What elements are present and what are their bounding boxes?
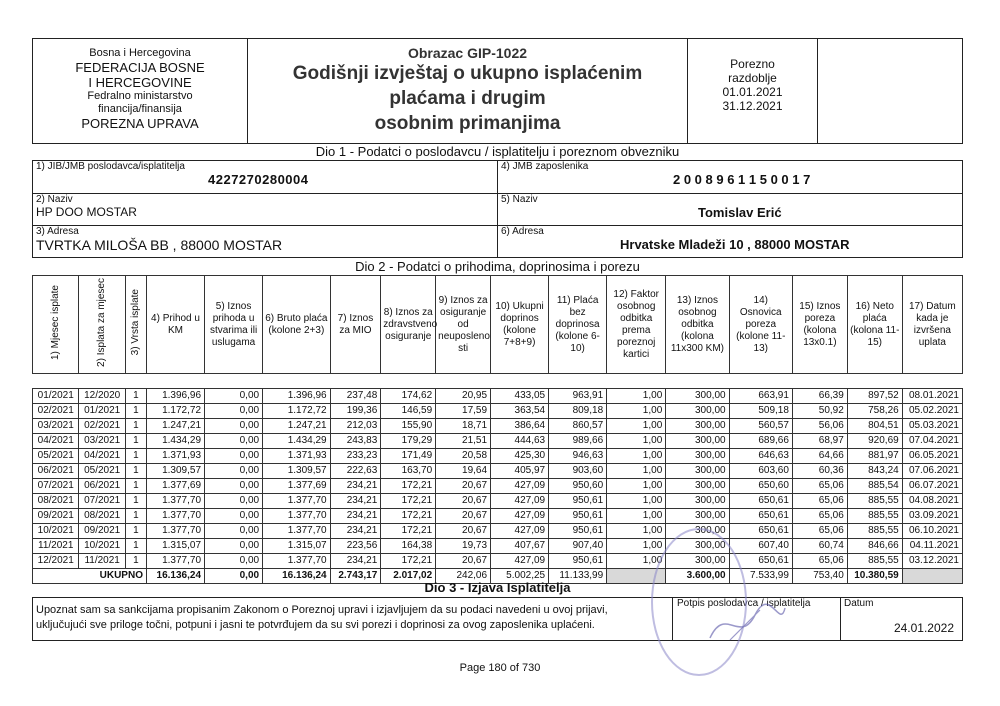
total-cell: 5.002,25	[491, 569, 549, 584]
table-row	[33, 479, 963, 494]
table-cell: 04.11.2021	[902, 539, 962, 554]
column-header: 3) Vrsta isplate	[125, 276, 146, 374]
table-cell: 650,61	[729, 554, 792, 569]
table-cell: 1.377,69	[263, 479, 331, 494]
table-cell: 68,97	[792, 434, 847, 449]
table-row	[33, 494, 963, 509]
table-cell: 199,36	[330, 404, 381, 419]
address-value: TVRTKA MILOŠA BB , 88000 MOSTAR	[36, 237, 283, 253]
table-cell: 12/2021	[33, 554, 79, 569]
table-cell: 10/2021	[33, 524, 79, 539]
table-cell: 300,00	[666, 464, 729, 479]
jib-value: 4227270280004	[208, 172, 309, 187]
column-header: 4) Prihod u KM	[146, 276, 204, 374]
table-cell: 04/2021	[33, 434, 79, 449]
column-header: 1) Mjesec isplate	[33, 276, 79, 374]
table-cell: 903,60	[549, 464, 607, 479]
table-cell: 0,00	[205, 494, 263, 509]
table-row	[33, 434, 963, 449]
authority-line: financija/finansija	[98, 103, 182, 115]
table-cell: 885,55	[847, 554, 902, 569]
table-cell: 03/2021	[79, 434, 125, 449]
table-cell: 907,40	[549, 539, 607, 554]
table-cell: 1,00	[607, 434, 666, 449]
table-header-row	[33, 276, 963, 374]
table-cell: 860,57	[549, 419, 607, 434]
table-row	[33, 404, 963, 419]
part1-title: Dio 1 - Podatci o poslodavcu / isplatitelju i poreznom obvezniku	[315, 144, 680, 159]
table-cell: 11/2021	[79, 554, 125, 569]
table-cell: 300,00	[666, 494, 729, 509]
table-cell: 222,63	[330, 464, 381, 479]
form-code: Obrazac GIP-1022	[407, 45, 528, 61]
total-cell: 7.533,99	[729, 569, 792, 584]
table-cell: 1,00	[607, 449, 666, 464]
table-cell: 1.309,57	[146, 464, 204, 479]
authority-line: Fedralno ministarstvo	[87, 90, 193, 102]
totals-label: UKUPNO	[33, 569, 147, 584]
table-row	[33, 389, 963, 404]
table-cell: 65,06	[792, 494, 847, 509]
table-cell: 897,52	[847, 389, 902, 404]
table-cell: 950,60	[549, 479, 607, 494]
table-cell: 963,91	[549, 389, 607, 404]
table-cell: 1.377,70	[263, 494, 331, 509]
table-cell: 1	[125, 404, 146, 419]
table-cell: 1.377,70	[263, 509, 331, 524]
table-cell: 155,90	[381, 419, 436, 434]
table-cell: 03/2021	[33, 419, 79, 434]
table-cell: 300,00	[666, 404, 729, 419]
table-cell: 172,21	[381, 494, 436, 509]
table-cell: 164,38	[381, 539, 436, 554]
table-cell: 1,00	[607, 404, 666, 419]
table-cell: 1	[125, 464, 146, 479]
table-cell: 09/2021	[79, 524, 125, 539]
period-label: razdoblje	[728, 71, 777, 85]
table-cell: 804,51	[847, 419, 902, 434]
table-cell: 60,74	[792, 539, 847, 554]
table-row	[33, 554, 963, 569]
table-cell: 607,40	[729, 539, 792, 554]
table-cell: 65,06	[792, 479, 847, 494]
total-cell: 242,06	[436, 569, 491, 584]
table-cell: 20,67	[436, 554, 491, 569]
table-cell: 300,00	[666, 389, 729, 404]
table-cell: 172,21	[381, 524, 436, 539]
table-cell: 427,09	[491, 554, 549, 569]
table-cell: 1.377,70	[146, 509, 204, 524]
table-row	[33, 509, 963, 524]
table-cell: 234,21	[330, 509, 381, 524]
table-cell: 05.02.2021	[902, 404, 962, 419]
table-cell: 172,21	[381, 509, 436, 524]
column-header: 13) Iznos osobnog odbitka (kolona 11x300 KM)	[666, 276, 729, 374]
table-cell: 1.396,96	[146, 389, 204, 404]
column-header: 6) Bruto plaća (kolone 2+3)	[263, 276, 331, 374]
table-cell: 65,06	[792, 509, 847, 524]
signature-mark	[700, 600, 790, 650]
table-cell: 1	[125, 449, 146, 464]
column-header: 10) Ukupni doprinos (kolone 7+8+9)	[491, 276, 549, 374]
table-cell: 885,55	[847, 524, 902, 539]
form-title-block	[248, 39, 688, 143]
table-cell: 56,06	[792, 419, 847, 434]
empty-box	[818, 39, 962, 143]
authority-line: Bosna i Hercegovina	[89, 47, 191, 59]
table-cell: 243,83	[330, 434, 381, 449]
total-cell: 3.600,00	[666, 569, 729, 584]
table-cell: 650,61	[729, 524, 792, 539]
income-table	[32, 275, 963, 584]
table-cell: 427,09	[491, 509, 549, 524]
table-cell: 1	[125, 419, 146, 434]
total-cell: 753,40	[792, 569, 847, 584]
table-cell: 06.05.2021	[902, 449, 962, 464]
table-cell: 1	[125, 509, 146, 524]
table-cell: 1.371,93	[263, 449, 331, 464]
authority-line: I HERCEGOVINE	[88, 75, 192, 90]
table-cell: 05/2021	[33, 449, 79, 464]
table-cell: 20,67	[436, 509, 491, 524]
table-cell: 300,00	[666, 434, 729, 449]
column-header: 5) Iznos prihoda u stvarima ili uslugama	[205, 276, 263, 374]
table-cell: 11/2021	[33, 539, 79, 554]
table-cell: 663,91	[729, 389, 792, 404]
table-cell: 234,21	[330, 479, 381, 494]
table-cell: 234,21	[330, 554, 381, 569]
table-cell: 1.371,93	[146, 449, 204, 464]
table-cell: 0,00	[205, 389, 263, 404]
column-header: 15) Iznos poreza (kolona 13x0.1)	[792, 276, 847, 374]
table-row	[33, 524, 963, 539]
table-cell: 66,39	[792, 389, 847, 404]
table-cell: 09/2021	[33, 509, 79, 524]
table-cell: 0,00	[205, 479, 263, 494]
table-cell: 01/2021	[79, 404, 125, 419]
table-cell: 1.315,07	[146, 539, 204, 554]
total-cell: 10.380,59	[847, 569, 902, 584]
table-cell: 509,18	[729, 404, 792, 419]
table-cell: 920,69	[847, 434, 902, 449]
employee-name-label: 5) Naziv	[501, 194, 538, 205]
table-cell: 179,29	[381, 434, 436, 449]
table-cell: 1,00	[607, 494, 666, 509]
table-cell: 07.04.2021	[902, 434, 962, 449]
column-header: 17) Datum kada je izvršena uplata	[902, 276, 962, 374]
table-cell: 1	[125, 479, 146, 494]
part3-box	[32, 597, 963, 641]
table-cell: 689,66	[729, 434, 792, 449]
table-cell: 07.06.2021	[902, 464, 962, 479]
table-cell: 17,59	[436, 404, 491, 419]
table-cell: 1.434,29	[146, 434, 204, 449]
table-cell: 02/2021	[33, 404, 79, 419]
employee-address-value: Hrvatske Mladeži 10 , 88000 MOSTAR	[620, 237, 850, 252]
table-cell: 386,64	[491, 419, 549, 434]
jib-label: 1) JIB/JMB poslodavca/isplatitelja	[36, 161, 185, 172]
part1-box	[32, 160, 963, 258]
table-cell: 427,09	[491, 479, 549, 494]
total-cell: 2.017,02	[381, 569, 436, 584]
column-header: 11) Plaća bez doprinosa (kolone 6-10)	[549, 276, 607, 374]
table-cell: 64,66	[792, 449, 847, 464]
table-cell: 146,59	[381, 404, 436, 419]
authority-line: POREZNA UPRAVA	[81, 116, 199, 131]
table-cell: 1.309,57	[263, 464, 331, 479]
table-cell: 1.434,29	[263, 434, 331, 449]
table-cell: 1	[125, 554, 146, 569]
table-cell: 444,63	[491, 434, 549, 449]
statement-text: uključujući sve priloge točni, potpuni i jasni te potvrđujem da su svi porezi i doprinosi za ovog zaposlenika uplaćeni.	[36, 619, 595, 631]
table-cell: 881,97	[847, 449, 902, 464]
table-cell: 20,67	[436, 524, 491, 539]
table-cell: 1.247,21	[263, 419, 331, 434]
table-cell: 950,61	[549, 494, 607, 509]
table-cell: 02/2021	[79, 419, 125, 434]
tax-period-block	[688, 39, 818, 143]
table-cell: 646,63	[729, 449, 792, 464]
table-cell: 1,00	[607, 554, 666, 569]
column-header: 12) Faktor osobnog odbitka prema poreznoj kartici	[607, 276, 666, 374]
table-cell: 03.09.2021	[902, 509, 962, 524]
form-header	[32, 38, 963, 144]
table-cell: 846,66	[847, 539, 902, 554]
table-cell: 1,00	[607, 479, 666, 494]
table-cell: 20,58	[436, 449, 491, 464]
table-cell: 300,00	[666, 449, 729, 464]
table-cell: 300,00	[666, 419, 729, 434]
table-cell: 0,00	[205, 509, 263, 524]
table-cell: 950,61	[549, 524, 607, 539]
table-cell: 172,21	[381, 554, 436, 569]
table-cell: 427,09	[491, 494, 549, 509]
table-cell: 12/2020	[79, 389, 125, 404]
table-cell: 300,00	[666, 539, 729, 554]
table-cell: 1	[125, 389, 146, 404]
table-cell: 223,56	[330, 539, 381, 554]
table-cell: 50,92	[792, 404, 847, 419]
table-cell: 06.07.2021	[902, 479, 962, 494]
table-cell: 06/2021	[33, 464, 79, 479]
table-cell: 1,00	[607, 419, 666, 434]
authority-block	[33, 39, 248, 143]
table-cell: 234,21	[330, 524, 381, 539]
table-cell: 1.172,72	[146, 404, 204, 419]
table-cell: 174,62	[381, 389, 436, 404]
table-cell: 1,00	[607, 539, 666, 554]
table-cell: 363,54	[491, 404, 549, 419]
table-cell: 843,24	[847, 464, 902, 479]
table-cell: 03.12.2021	[902, 554, 962, 569]
table-cell: 0,00	[205, 434, 263, 449]
table-cell: 212,03	[330, 419, 381, 434]
table-cell: 06.10.2021	[902, 524, 962, 539]
table-cell: 885,55	[847, 494, 902, 509]
column-header: 8) Iznos za zdravstveno osiguranje	[381, 276, 436, 374]
table-cell: 0,00	[205, 524, 263, 539]
table-row	[33, 539, 963, 554]
table-cell: 172,21	[381, 479, 436, 494]
table-cell: 0,00	[205, 449, 263, 464]
table-cell: 1.247,21	[146, 419, 204, 434]
table-cell: 433,05	[491, 389, 549, 404]
table-cell: 18,71	[436, 419, 491, 434]
table-cell: 405,97	[491, 464, 549, 479]
table-cell: 04/2021	[79, 449, 125, 464]
total-cell: 0,00	[205, 569, 263, 584]
form-title: osobnim primanjima	[374, 113, 561, 134]
table-cell: 60,36	[792, 464, 847, 479]
table-cell: 1.315,07	[263, 539, 331, 554]
table-cell: 1,00	[607, 509, 666, 524]
table-cell: 234,21	[330, 494, 381, 509]
employee-address-label: 6) Adresa	[501, 226, 544, 237]
table-cell: 1.377,70	[146, 554, 204, 569]
part3-title: Dio 3 - Izjava Isplatitelja	[424, 580, 571, 595]
table-cell: 1.377,69	[146, 479, 204, 494]
table-cell: 425,30	[491, 449, 549, 464]
total-cell: 2.743,17	[330, 569, 381, 584]
table-cell: 1.377,70	[146, 494, 204, 509]
table-cell: 1	[125, 494, 146, 509]
date-label: Datum	[844, 598, 874, 609]
period-to: 31.12.2021	[722, 99, 783, 113]
table-cell: 05.03.2021	[902, 419, 962, 434]
table-cell: 650,61	[729, 494, 792, 509]
jmb-label: 4) JMB zaposlenika	[501, 161, 589, 172]
table-cell: 950,61	[549, 509, 607, 524]
form-title: Godišnji izvještaj o ukupno isplaćenim	[292, 63, 643, 84]
table-cell: 950,61	[549, 554, 607, 569]
table-cell: 300,00	[666, 524, 729, 539]
statement-text: Upoznat sam sa sankcijama propisanim Zakonom o Poreznoj upravi i izjavljujem da su podaci navedeni u ovoj prijavi,	[36, 604, 608, 616]
table-cell: 1,00	[607, 524, 666, 539]
table-cell: 04.08.2021	[902, 494, 962, 509]
table-cell: 989,66	[549, 434, 607, 449]
address-label: 3) Adresa	[36, 226, 79, 237]
page-number: Page 180 of 730	[459, 662, 541, 674]
table-cell: 427,09	[491, 524, 549, 539]
table-cell: 1.377,70	[263, 554, 331, 569]
table-cell: 560,57	[729, 419, 792, 434]
table-cell: 237,48	[330, 389, 381, 404]
table-cell: 0,00	[205, 419, 263, 434]
table-cell: 08/2021	[33, 494, 79, 509]
table-row	[33, 464, 963, 479]
column-header: 9) Iznos za osiguranje od neuposleno sti	[436, 276, 491, 374]
form-title: plaćama i drugim	[389, 88, 546, 109]
table-cell: 1,00	[607, 389, 666, 404]
table-cell: 08.01.2021	[902, 389, 962, 404]
table-cell: 01/2021	[33, 389, 79, 404]
date-value: 24.01.2022	[893, 621, 954, 635]
table-cell: 233,23	[330, 449, 381, 464]
table-cell: 300,00	[666, 509, 729, 524]
table-row	[33, 449, 963, 464]
table-cell: 1,00	[607, 464, 666, 479]
table-cell: 809,18	[549, 404, 607, 419]
table-cell: 1	[125, 524, 146, 539]
table-row	[33, 419, 963, 434]
total-cell: 16.136,24	[263, 569, 331, 584]
period-from: 01.01.2021	[722, 85, 783, 99]
table-cell: 407,67	[491, 539, 549, 554]
table-cell: 07/2021	[33, 479, 79, 494]
table-cell: 300,00	[666, 554, 729, 569]
name-value: HP DOO MOSTAR	[36, 205, 137, 219]
part2-table-wrap	[32, 275, 963, 584]
table-cell: 19,64	[436, 464, 491, 479]
table-cell: 650,61	[729, 509, 792, 524]
table-cell: 0,00	[205, 539, 263, 554]
signature-label: Potpis poslodavca / isplatitelja	[677, 598, 811, 609]
table-cell: 1.377,70	[146, 524, 204, 539]
table-cell: 1.377,70	[263, 524, 331, 539]
table-cell: 21,51	[436, 434, 491, 449]
table-cell: 0,00	[205, 464, 263, 479]
table-cell: 05/2021	[79, 464, 125, 479]
table-cell: 20,67	[436, 494, 491, 509]
name-label: 2) Naziv	[36, 194, 73, 205]
table-cell: 1	[125, 434, 146, 449]
table-cell: 300,00	[666, 479, 729, 494]
part2-title: Dio 2 - Podatci o prihodima, doprinosima i porezu	[355, 259, 640, 274]
table-cell: 1.396,96	[263, 389, 331, 404]
column-header: 16) Neto plaća (kolona 11-15)	[847, 276, 902, 374]
table-cell: 10/2021	[79, 539, 125, 554]
total-cell: 16.136,24	[146, 569, 204, 584]
table-cell: 171,49	[381, 449, 436, 464]
table-cell: 758,26	[847, 404, 902, 419]
table-cell: 163,70	[381, 464, 436, 479]
authority-line: FEDERACIJA BOSNE	[75, 60, 205, 75]
table-cell: 885,55	[847, 509, 902, 524]
table-cell: 0,00	[205, 554, 263, 569]
table-cell: 650,60	[729, 479, 792, 494]
total-cell: 11.133,99	[549, 569, 607, 584]
employee-name-value: Tomislav Erić	[698, 205, 782, 220]
table-cell: 1.172,72	[263, 404, 331, 419]
jmb-value: 2 0 0 8 9 6 1 1 5 0 0 1 7	[673, 172, 811, 187]
period-label: Porezno	[730, 57, 775, 71]
column-header: 2) Isplata za mjesec	[79, 276, 125, 374]
table-cell: 20,95	[436, 389, 491, 404]
table-cell: 885,54	[847, 479, 902, 494]
table-cell: 19,73	[436, 539, 491, 554]
column-header: 7) Iznos za MIO	[330, 276, 381, 374]
table-cell: 1	[125, 539, 146, 554]
table-cell: 0,00	[205, 404, 263, 419]
table-cell: 06/2021	[79, 479, 125, 494]
table-cell: 603,60	[729, 464, 792, 479]
table-cell: 08/2021	[79, 509, 125, 524]
table-cell: 946,63	[549, 449, 607, 464]
column-header: 14) Osnovica poreza (kolone 11-13)	[729, 276, 792, 374]
table-cell: 07/2021	[79, 494, 125, 509]
table-cell: 65,06	[792, 554, 847, 569]
table-cell: 20,67	[436, 479, 491, 494]
table-cell: 65,06	[792, 524, 847, 539]
